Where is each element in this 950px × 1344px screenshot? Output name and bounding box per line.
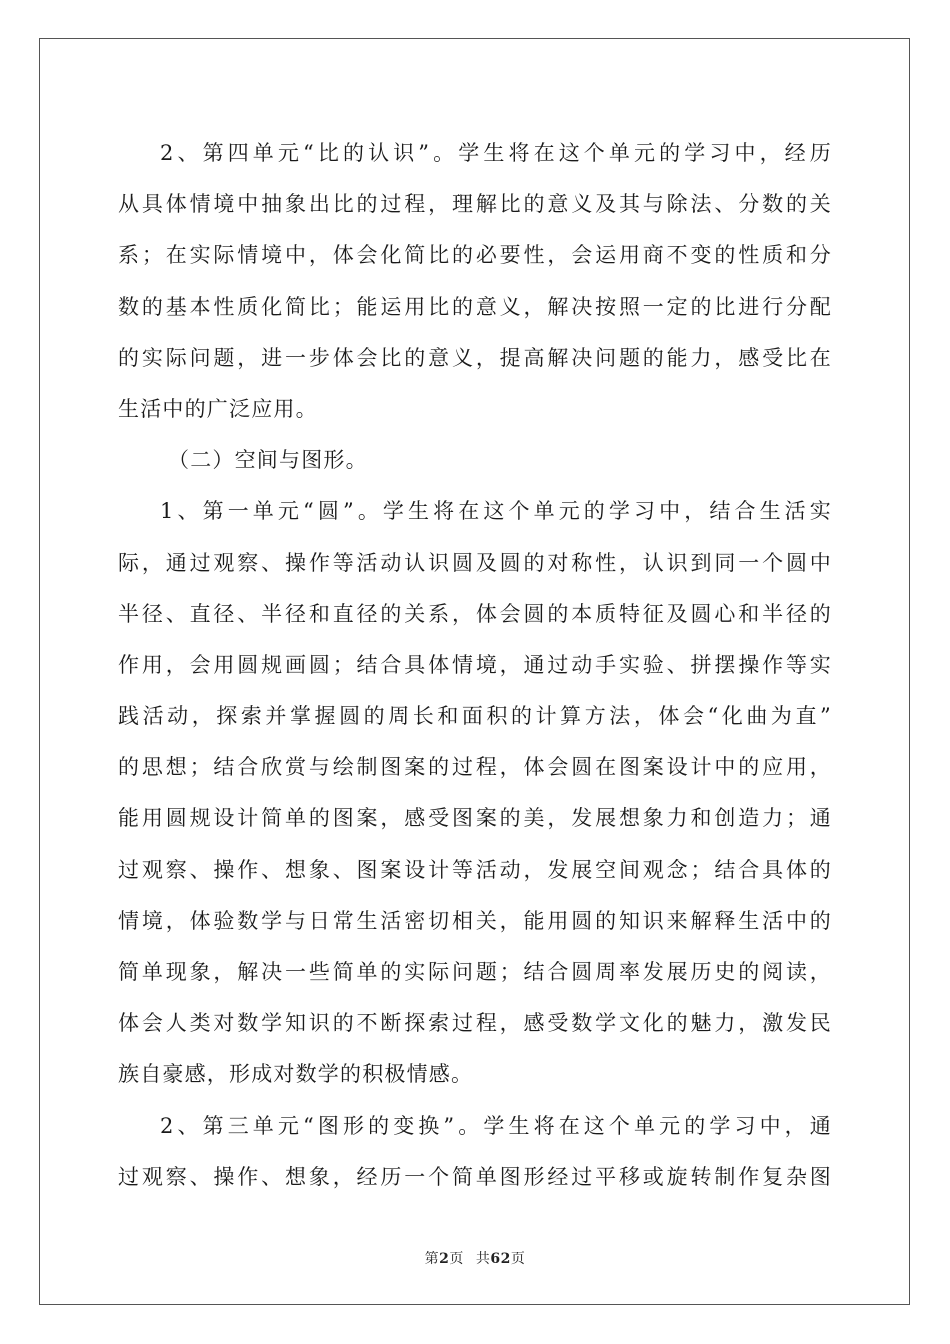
paragraph-line: 能用圆规设计简单的图案，感受图案的美，发展想象力和创造力；通 bbox=[118, 806, 832, 831]
document-body bbox=[118, 128, 832, 1203]
paragraph-line: 族自豪感，形成对数学的积极情感。 bbox=[118, 1062, 474, 1087]
paragraph-line: 2、第三单元“图形的变换”。学生将在这个单元的学习中，通 bbox=[160, 1113, 832, 1138]
paragraph-line: 2、第四单元“比的认识”。学生将在这个单元的学习中，经历 bbox=[160, 141, 832, 165]
total-suffix: 页 bbox=[510, 1251, 526, 1267]
paragraph-line: 生活中的广泛应用。 bbox=[118, 396, 318, 421]
paragraph-line: 际，通过观察、操作等活动认识圆及圆的对称性，认识到同一个圆中 bbox=[118, 550, 832, 575]
total-prefix: 共 bbox=[475, 1251, 491, 1267]
paragraph-line: 1、第一单元“圆”。学生将在这个单元的学习中，结合生活实 bbox=[160, 499, 832, 524]
paragraph-line: 数的基本性质化简比；能运用比的意义，解决按照一定的比进行分配 bbox=[118, 294, 832, 319]
paragraph-line: 践活动，探索并掌握圆的周长和面积的计算方法，体会“化曲为直” bbox=[118, 704, 832, 729]
paragraph-line: 情境，体验数学与日常生活密切相关，能用圆的知识来解释生活中的 bbox=[118, 908, 832, 933]
page-suffix: 页 bbox=[449, 1251, 464, 1267]
paragraph-line: 作用，会用圆规画圆；结合具体情境，通过动手实验、拼摆操作等实 bbox=[118, 652, 832, 677]
paragraph-line: 半径、直径、半径和直径的关系，体会圆的本质特征及圆心和半径的 bbox=[118, 601, 832, 626]
paragraph-line: 过观察、操作、想象，经历一个简单图形经过平移或旋转制作复杂图 bbox=[118, 1164, 832, 1189]
paragraph-line: 简单现象，解决一些简单的实际问题；结合圆周率发展历史的阅读， bbox=[118, 960, 832, 984]
paragraph-line: 的思想；结合欣赏与绘制图案的过程，体会圆在图案设计中的应用， bbox=[118, 755, 832, 780]
paragraph-line: 过观察、操作、想象、图案设计等活动，发展空间观念；结合具体的 bbox=[118, 857, 832, 882]
paragraph-line: 体会人类对数学知识的不断探索过程，感受数学文化的魅力，激发民 bbox=[118, 1011, 832, 1036]
page-footer bbox=[0, 1248, 950, 1268]
page-number: 2 bbox=[439, 1251, 450, 1267]
section-heading: （二）空间与图形。 bbox=[168, 448, 368, 473]
paragraph-line: 的实际问题，进一步体会比的意义，提高解决问题的能力，感受比在 bbox=[118, 345, 832, 370]
page-prefix: 第 bbox=[424, 1251, 440, 1267]
paragraph-line: 从具体情境中抽象出比的过程，理解比的意义及其与除法、分数的关 bbox=[118, 192, 832, 217]
paragraph-line: 系；在实际情境中，体会化简比的必要性，会运用商不变的性质和分 bbox=[118, 243, 832, 268]
total-pages: 62 bbox=[490, 1251, 511, 1267]
